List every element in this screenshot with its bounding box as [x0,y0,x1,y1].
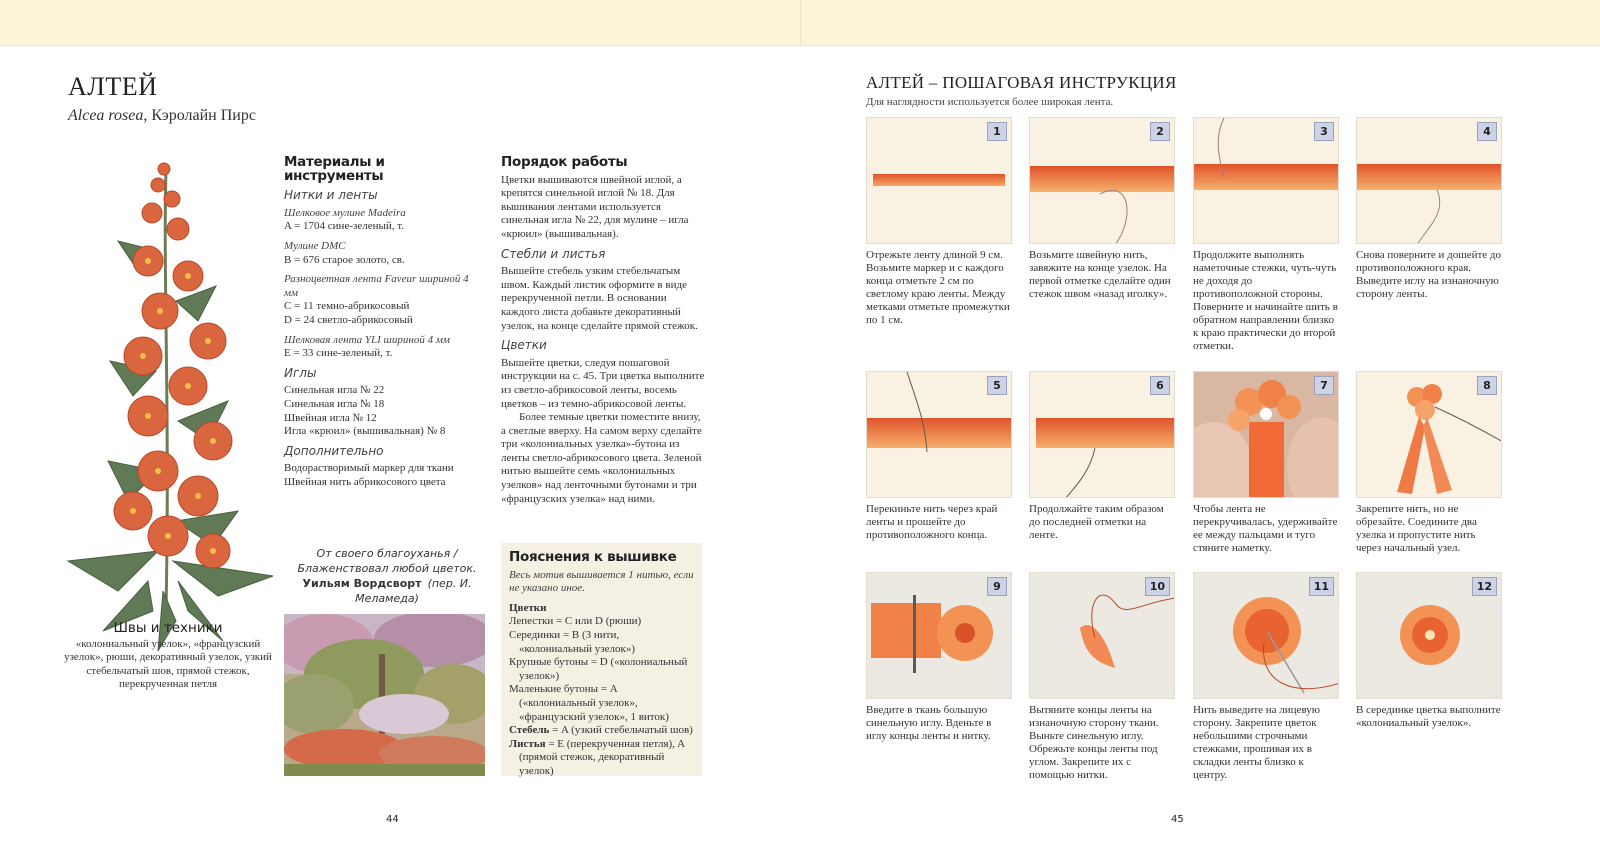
procedure-intro: Цветки вышиваются швейной иглой, а крепятся синельной иглой № 18. Для вышивания лентами используется синельная игла № 22, для мулине – игла «крюил» (вышивальная). [501,173,689,240]
threads-heading: Нитки и ленты [284,188,378,203]
author-name: , Кэролайн Пирс [143,107,256,124]
garden-painting-image [284,614,485,776]
instructions-subtitle: Для наглядности используется более широкая лента. [866,96,1114,108]
notes-line: Лепестки = C или D (рюши) [509,615,642,628]
step-card [1193,371,1339,555]
step-number-badge: 10 [1145,577,1170,596]
hollyhock-embroidery-image [48,151,283,661]
page-title: АЛТЕЙ [68,72,158,101]
extra-heading: Дополнительно [284,443,384,458]
flowers-heading: Цветки [501,338,547,353]
step-number-badge: 7 [1314,376,1334,395]
stems-heading: Стебли и листья [501,246,606,261]
step-caption: Продолжите выполнять наметочные стежки, чуть-чуть не доходя до противоположной стороны. Поверните и начинайте шить в обратном направлении близко к краю практически до второй отметки. [1193,249,1338,352]
notes-flowers-heading: Цветки [509,601,547,614]
material-value: D = 24 светло-абрикосовый [284,313,413,326]
step-photo [866,371,1012,498]
step-photo [1356,117,1502,244]
book-gutter [800,0,801,46]
materials-section [284,156,484,489]
flowers-text: Более темные цветки поместите внизу, а светлые вверху. На самом верху сделайте три «колониальных узелка»-бутона из ленты светло-абрикосового цвета. Зеленой нитью вышейте семь «колониальных узелков» над ленточными бутонами и три «французских узелка» над ними. [501,411,702,505]
needle-item: Швейная игла № 12 [284,411,377,424]
step-caption: Снова поверните и дошейте до противоположного края. Выведите иглу на изнаночную сторону ленты. [1356,249,1502,300]
leaves-label: Листья [509,737,546,750]
step-caption: Закрепите нить, но не обрезайте. Соедините два узелка и пропустите нить через начальный узел. [1356,503,1477,554]
needles-heading: Иглы [284,365,317,380]
techniques-heading: Швы и техники [113,620,223,636]
material-value: E = 33 сине-зеленый, т. [284,347,393,360]
material-label: Шелковая лента YLI шириной 4 мм [284,333,450,346]
notes-stem [509,724,694,738]
needle-item: Игла «крюил» (вышивальная) № 8 [284,425,446,438]
extra-item: Швейная нить абрикосового цвета [284,475,446,488]
step-number-badge: 5 [987,376,1007,395]
needle-item: Синельная игла № 22 [284,384,385,397]
step-number-badge: 2 [1150,122,1170,141]
step-card [1356,117,1502,301]
notes-leaves [509,738,694,779]
step-caption: Чтобы лента не перекручивалась, удерживайте ее между пальцами и туго стяните наметку. [1193,503,1338,554]
stem-value: = A (узкий стебельчатый шов) [549,724,693,737]
step-caption: Продолжайте таким образом до последней отметки на ленте. [1029,503,1164,541]
needle-item: Синельная игла № 18 [284,397,385,410]
step-number-badge: 1 [987,122,1007,141]
quote-author: Уильям Вордсворт [302,577,422,590]
step-photo [1356,371,1502,498]
step-number-badge: 8 [1477,376,1497,395]
step-number-badge: 3 [1314,122,1334,141]
step-number-badge: 11 [1309,577,1334,596]
step-number-badge: 6 [1150,376,1170,395]
notes-heading: Пояснения к вышивке [509,549,677,565]
page-number: 44 [386,814,399,825]
material-value: B = 676 старое золото, св. [284,253,405,266]
step-card [1193,572,1339,782]
page-number: 45 [1171,814,1184,825]
material-label: Разноцветная лента Faveur шириной 4 мм [284,273,469,299]
notes-intro: Весь мотив вышивается 1 нитью, если не указано иное. [509,568,694,595]
step-photo [1029,371,1175,498]
step-photo [1029,572,1175,699]
techniques-section [58,622,278,692]
step-number-badge: 4 [1477,122,1497,141]
stem-label: Стебель [509,724,550,737]
material-value: A = 1704 сине-зеленый, т. [284,220,404,233]
step-number-badge: 12 [1472,577,1497,596]
step-card [1356,371,1502,555]
step-card [866,572,1012,743]
step-caption: Возьмите швейную нить, завяжите на конце узелок. На первой отметке сделайте один стежок швом «назад иголку». [1029,249,1171,300]
step-photo [1193,572,1339,699]
right-page [800,46,1600,868]
step-photo [1193,371,1339,498]
poem-quote [284,546,490,606]
step-card [1356,572,1502,730]
step-caption: Нить выведите на лицевую сторону. Закрепите цветок небольшими строчными стежками, прошивая их в складки ленты близко к центру. [1193,704,1320,781]
stems-text: Вышейте стебель узким стебельчатым швом. Каждый листик оформите в виде перекрученной петли. В основании каждого листа добавьте декоративный узелок, на конце сделайте прямой стежок. [501,265,698,332]
step-photo [866,117,1012,244]
scanner-top-band [0,0,1600,46]
step-caption: Вытяните концы ленты на изнаночную сторону ткани. Выньте синельную иглу. Обрежьте концы ленты под углом. Закрепите их с помощью нитки. [1029,704,1159,781]
step-photo [1356,572,1502,699]
quote-text: От своего благоуханья / Блаженствовал любой цветок. [297,547,477,575]
step-number-badge: 9 [987,577,1007,596]
notes-line: Крупные бутоны = D («колониальный узелок») [509,656,688,682]
leaves-value: = E (перекрученная петля), A (прямой стежок, декоративный узелок) [519,737,685,777]
embroidery-notes-box [501,543,702,776]
flowers-text: Вышейте цветки, следуя пошаговой инструкции на с. 45. Три цветка выполните из светло-абрикосовой ленты, восемь цветков – из темно-абрикосовой ленты. [501,356,705,410]
step-card [1029,117,1175,301]
step-card [1029,572,1175,782]
material-value: C = 11 темно-абрикосовый [284,300,410,313]
material-label: Мулине DMC [284,239,346,252]
step-card [866,117,1012,327]
step-card [1029,371,1175,542]
step-caption: В серединке цветка выполните «колониальный узелок». [1356,704,1501,729]
step-caption: Отрежьте ленту длиной 9 см. Возьмите маркер и с каждого конца отметьте 2 см по светлому краю ленты. Между метками отметьте промежутки по 1 см. [866,249,1010,326]
techniques-text: «колониальный узелок», «французский узелок», рюши, декоративный узелок, узкий стебельчатый шов, прямой стежок, перекрученная петля [64,637,272,691]
step-caption: Введите в ткань большую синельную иглу. Вденьте в иглу концы ленты и нитку. [866,704,992,742]
step-caption: Перекиньте нить через край ленты и прошейте до противоположного конца. [866,503,998,541]
procedure-heading: Порядок работы [501,154,628,170]
notes-line: Серединки = B (3 нити, «колониальный узелок») [509,628,636,655]
step-card [866,371,1012,542]
step-photo [1029,117,1175,244]
notes-line: Маленькие бутоны = A («колониальный узелок», «французский узелок», 1 виток) [509,683,669,723]
quote-translator: (пер. И. Меламеда) [355,577,472,605]
procedure-section [501,156,706,506]
latin-name: Alcea rosea [68,107,144,124]
step-photo [1193,117,1339,244]
instructions-title: АЛТЕЙ – ПОШАГОВАЯ ИНСТРУКЦИЯ [866,73,1177,92]
materials-heading: Материалы и инструменты [284,154,385,184]
extra-item: Водорастворимый маркер для ткани [284,462,454,475]
step-photo [866,572,1012,699]
page-subtitle [68,107,256,125]
step-card [1193,117,1339,353]
material-label: Шелковое мулине Madeira [284,206,406,219]
left-page [0,46,800,868]
